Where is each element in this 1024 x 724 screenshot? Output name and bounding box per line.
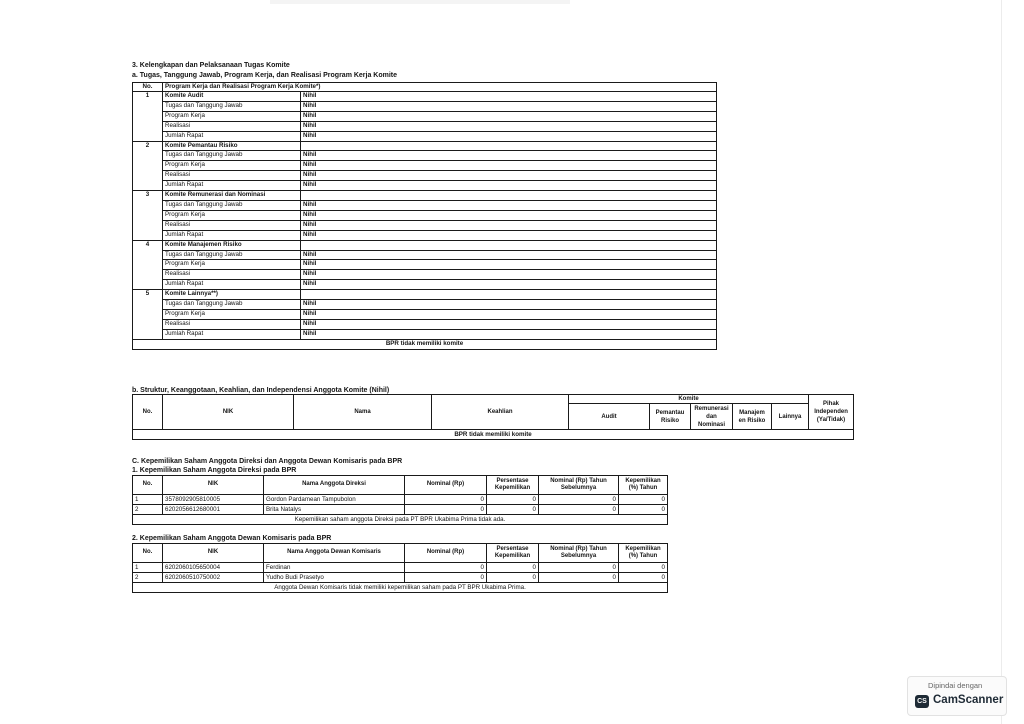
row-number-empty	[133, 101, 163, 111]
row-label: Tugas dan Tanggung Jawab	[163, 300, 301, 310]
nik-cell: 6202060510750002	[163, 573, 264, 583]
nominal-cell: 0	[405, 505, 487, 515]
row-value: Nihil	[301, 270, 717, 280]
table-row	[133, 329, 717, 339]
committee-group-row	[133, 191, 717, 201]
name-cell: Ferdinan	[264, 563, 405, 573]
col-header-nama: Nama Anggota Direksi	[264, 476, 405, 495]
col-header-no: No.	[133, 476, 163, 495]
row-value: Nihil	[301, 319, 717, 329]
nominal-previous-cell: 0	[539, 573, 619, 583]
komisaris-shares-body	[133, 563, 668, 583]
percentage-cell: 0	[487, 563, 539, 573]
col-header-persentase: Persentase Kepemilikan	[487, 476, 539, 495]
row-number-empty	[133, 230, 163, 240]
row-value: Nihil	[301, 121, 717, 131]
nik-cell: 6202056612680001	[163, 505, 264, 515]
percentage-cell: 0	[487, 573, 539, 583]
table-header-row	[133, 83, 717, 92]
table-footer-note: Anggota Dewan Komisaris tidak memiliki kepemilikan saham pada PT BPR Ukabima Prima.	[133, 583, 668, 593]
row-number: 1	[133, 92, 163, 102]
row-value: Nihil	[301, 230, 717, 240]
nominal-cell: 0	[405, 573, 487, 583]
committee-structure-table	[132, 394, 854, 440]
row-label: Realisasi	[163, 171, 301, 181]
nik-cell: 6202060105650004	[163, 563, 264, 573]
part-a-title: a. Tugas, Tanggung Jawab, Program Kerja, dan Realisasi Program Kerja Komite	[132, 72, 398, 79]
committee-group-row	[133, 240, 717, 250]
table-row	[133, 250, 717, 260]
camscanner-logo-icon: CS	[915, 695, 929, 708]
committee-program-table	[132, 82, 717, 350]
nominal-previous-cell: 0	[539, 505, 619, 515]
row-value: Nihil	[301, 300, 717, 310]
table-row	[133, 300, 717, 310]
ownership-previous-cell: 0	[619, 505, 668, 515]
row-label: Program Kerja	[163, 260, 301, 270]
nominal-previous-cell: 0	[539, 495, 619, 505]
row-number-empty	[133, 220, 163, 230]
col-header-nama: Nama	[294, 395, 432, 430]
table-footer-row	[133, 583, 668, 593]
row-number: 4	[133, 240, 163, 250]
committee-group-row	[133, 290, 717, 300]
row-number: 3	[133, 191, 163, 201]
row-value: Nihil	[301, 111, 717, 121]
name-cell: Yudho Budi Prasetyo	[264, 573, 405, 583]
table-row	[133, 121, 717, 131]
row-value: Nihil	[301, 329, 717, 339]
committee-value: Nihil	[301, 92, 717, 102]
committee-group-row	[133, 141, 717, 151]
row-label: Program Kerja	[163, 161, 301, 171]
committee-value	[301, 240, 717, 250]
col-header-persentase: Persentase Kepemilikan	[487, 544, 539, 563]
table-row	[133, 161, 717, 171]
komisaris-shares-table	[132, 543, 668, 593]
table-row	[133, 151, 717, 161]
row-label: Realisasi	[163, 220, 301, 230]
ownership-previous-cell: 0	[619, 563, 668, 573]
table-header-row	[133, 395, 854, 404]
table-row	[133, 505, 668, 515]
table-footer-note: Kepemilikan saham anggota Direksi pada PT BPR Ukabima Prima tidak ada.	[133, 515, 668, 525]
col-header-pihak-independen: Pihak Independen (Ya/Tidak)	[809, 395, 854, 430]
table-row	[133, 495, 668, 505]
committee-value	[301, 290, 717, 300]
name-cell: Gordon Pardamean Tampubolon	[264, 495, 405, 505]
row-number-empty	[133, 300, 163, 310]
col-header-audit: Audit	[569, 404, 650, 430]
row-value: Nihil	[301, 161, 717, 171]
col-header-komite: Komite	[569, 395, 809, 404]
row-number: 2	[133, 505, 163, 515]
row-label: Jumlah Rapat	[163, 131, 301, 141]
table-row	[133, 573, 668, 583]
table-row	[133, 181, 717, 191]
name-cell: Brita Natalys	[264, 505, 405, 515]
watermark-label: Dipindai dengan	[928, 681, 983, 690]
table-row	[133, 171, 717, 181]
table-row	[133, 131, 717, 141]
col-header-no: No.	[133, 83, 163, 92]
nominal-previous-cell: 0	[539, 563, 619, 573]
row-number: 1	[133, 563, 163, 573]
row-label: Realisasi	[163, 319, 301, 329]
row-number-empty	[133, 260, 163, 270]
row-value: Nihil	[301, 280, 717, 290]
col-header-no: No.	[133, 544, 163, 563]
percentage-cell: 0	[487, 505, 539, 515]
row-number-empty	[133, 200, 163, 210]
row-value: Nihil	[301, 200, 717, 210]
row-number: 2	[133, 141, 163, 151]
table-row	[133, 111, 717, 121]
col-header-nominal: Nominal (Rp)	[405, 544, 487, 563]
row-value: Nihil	[301, 181, 717, 191]
col-header-remunerasi: Remunerasi dan Nominasi	[691, 404, 733, 430]
row-label: Jumlah Rapat	[163, 230, 301, 240]
section-c-title: C. Kepemilikan Saham Anggota Direksi dan Anggota Dewan Komisaris pada BPR	[132, 458, 403, 465]
committee-program-body	[133, 92, 717, 350]
col-header-nama: Nama Anggota Dewan Komisaris	[264, 544, 405, 563]
row-number-empty	[133, 319, 163, 329]
col-header-program: Program Kerja dan Realisasi Program Kerja Komite*)	[163, 83, 717, 92]
row-number-empty	[133, 280, 163, 290]
committee-name: Komite Manajemen Risiko	[163, 240, 301, 250]
row-number-empty	[133, 250, 163, 260]
nik-cell: 3578092905810005	[163, 495, 264, 505]
table-footer-row	[133, 339, 717, 349]
row-number: 1	[133, 495, 163, 505]
table-footer-note: BPR tidak memiliki komite	[133, 430, 854, 440]
row-number: 5	[133, 290, 163, 300]
col-header-nik: NIK	[163, 544, 264, 563]
row-number-empty	[133, 131, 163, 141]
row-value: Nihil	[301, 309, 717, 319]
committee-name: Komite Audit	[163, 92, 301, 102]
row-value: Nihil	[301, 101, 717, 111]
row-label: Tugas dan Tanggung Jawab	[163, 101, 301, 111]
table-footer-note: BPR tidak memiliki komite	[133, 339, 717, 349]
row-label: Program Kerja	[163, 309, 301, 319]
row-label: Tugas dan Tanggung Jawab	[163, 200, 301, 210]
table-row	[133, 280, 717, 290]
row-label: Program Kerja	[163, 210, 301, 220]
ownership-previous-cell: 0	[619, 495, 668, 505]
row-value: Nihil	[301, 220, 717, 230]
row-number-empty	[133, 309, 163, 319]
table-footer-row	[133, 515, 668, 525]
komisaris-title: 2. Kepemilikan Saham Anggota Dewan Komisaris pada BPR	[132, 535, 332, 542]
section-3-title: 3. Kelengkapan dan Pelaksanaan Tugas Komite	[132, 62, 290, 69]
direksi-title: 1. Kepemilikan Saham Anggota Direksi pada BPR	[132, 467, 297, 474]
table-row	[133, 563, 668, 573]
nominal-cell: 0	[405, 495, 487, 505]
table-row	[133, 200, 717, 210]
committee-value	[301, 191, 717, 201]
part-b-title: b. Struktur, Keanggotaan, Keahlian, dan Independensi Anggota Komite (Nihil)	[132, 387, 390, 394]
row-label: Jumlah Rapat	[163, 329, 301, 339]
col-header-nominal: Nominal (Rp)	[405, 476, 487, 495]
committee-name: Komite Pemantau Risiko	[163, 141, 301, 151]
row-value: Nihil	[301, 260, 717, 270]
table-row	[133, 220, 717, 230]
col-header-nominal-sebelumnya: Nominal (Rp) Tahun Sebelumnya	[539, 544, 619, 563]
row-number-empty	[133, 111, 163, 121]
table-row	[133, 270, 717, 280]
col-header-manajemen-risiko: Manajem en Risiko	[733, 404, 772, 430]
direksi-shares-table	[132, 475, 668, 525]
row-number-empty	[133, 329, 163, 339]
col-header-lainnya: Lainnya	[772, 404, 809, 430]
row-label: Jumlah Rapat	[163, 181, 301, 191]
direksi-shares-body	[133, 495, 668, 515]
committee-group-row	[133, 92, 717, 102]
row-number-empty	[133, 210, 163, 220]
row-label: Program Kerja	[163, 111, 301, 121]
table-row	[133, 210, 717, 220]
col-header-keahlian: Keahlian	[432, 395, 569, 430]
table-row	[133, 309, 717, 319]
camscanner-watermark	[907, 676, 1007, 716]
col-header-nominal-sebelumnya: Nominal (Rp) Tahun Sebelumnya	[539, 476, 619, 495]
table-footer-row	[133, 430, 854, 440]
col-header-nik: NIK	[163, 476, 264, 495]
row-label: Realisasi	[163, 121, 301, 131]
table-header-row	[133, 476, 668, 495]
row-number-empty	[133, 151, 163, 161]
row-label: Tugas dan Tanggung Jawab	[163, 151, 301, 161]
col-header-no: No.	[133, 395, 163, 430]
watermark-app-name: CamScanner	[933, 694, 1004, 706]
committee-name: Komite Remunerasi dan Nominasi	[163, 191, 301, 201]
row-number: 2	[133, 573, 163, 583]
table-row	[133, 260, 717, 270]
row-label: Tugas dan Tanggung Jawab	[163, 250, 301, 260]
committee-value	[301, 141, 717, 151]
table-row	[133, 319, 717, 329]
row-number-empty	[133, 171, 163, 181]
row-number-empty	[133, 121, 163, 131]
ownership-previous-cell: 0	[619, 573, 668, 583]
col-header-kepemilikan-tahun: Kepemilikan (%) Tahun	[619, 544, 668, 563]
row-value: Nihil	[301, 131, 717, 141]
committee-name: Komite Lainnya**)	[163, 290, 301, 300]
row-number-empty	[133, 161, 163, 171]
row-number-empty	[133, 270, 163, 280]
table-row	[133, 230, 717, 240]
row-value: Nihil	[301, 151, 717, 161]
row-value: Nihil	[301, 210, 717, 220]
nominal-cell: 0	[405, 563, 487, 573]
row-label: Jumlah Rapat	[163, 280, 301, 290]
row-label: Realisasi	[163, 270, 301, 280]
table-row	[133, 101, 717, 111]
col-header-kepemilikan-tahun: Kepemilikan (%) Tahun	[619, 476, 668, 495]
col-header-nik: NIK	[163, 395, 294, 430]
row-value: Nihil	[301, 171, 717, 181]
percentage-cell: 0	[487, 495, 539, 505]
row-number-empty	[133, 181, 163, 191]
col-header-pemantau-risiko: Pemantau Risiko	[650, 404, 691, 430]
row-value: Nihil	[301, 250, 717, 260]
table-header-row	[133, 544, 668, 563]
